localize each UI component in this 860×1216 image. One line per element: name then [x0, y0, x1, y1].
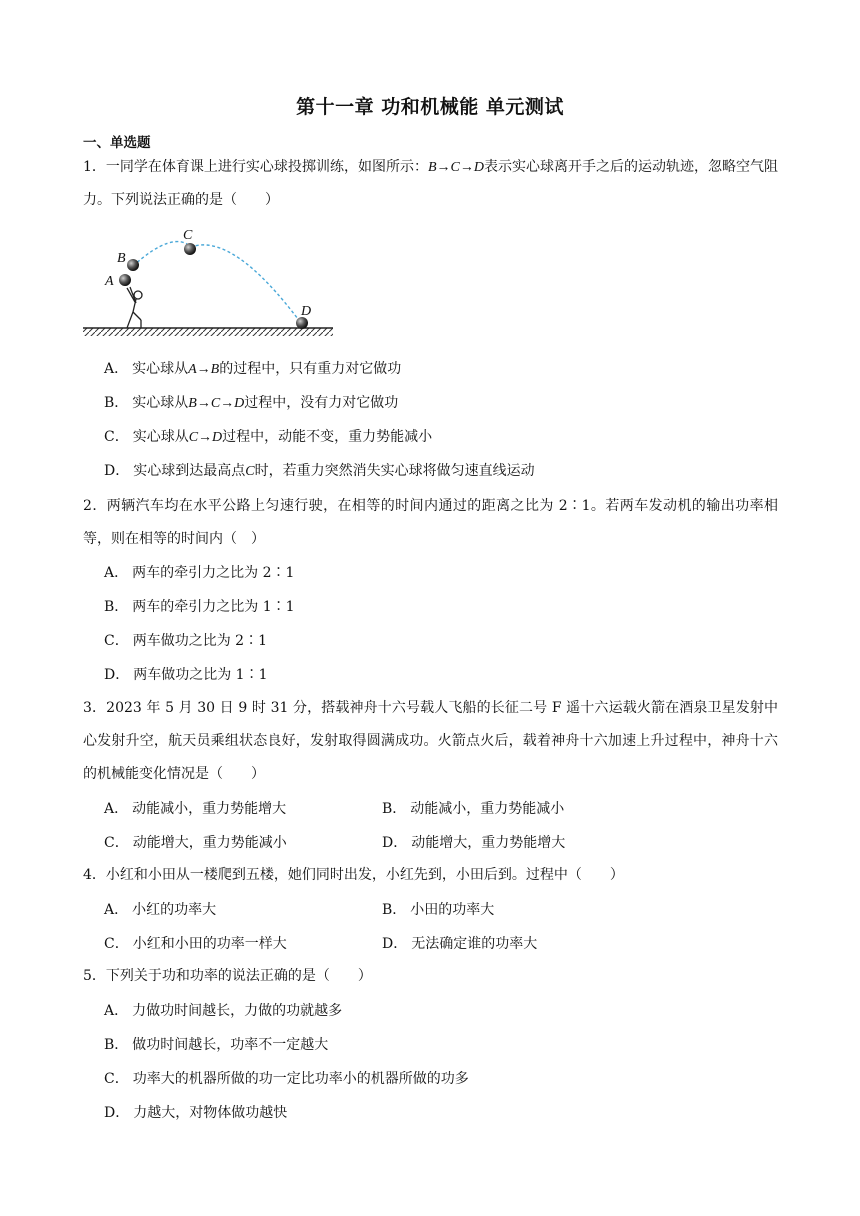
section-heading: 一、单选题 [83, 135, 151, 151]
option-text: 实心球从 [132, 429, 189, 445]
option-variable: C→D [188, 430, 223, 445]
label-a: A [105, 274, 114, 289]
q4-option-b[interactable] [382, 900, 494, 920]
label-d: D [301, 304, 312, 319]
option-label: A． [104, 1003, 129, 1019]
option-text: 两车做功之比为 2∶1 [132, 633, 267, 649]
option-label: B． [104, 395, 129, 411]
option-label: D． [382, 936, 408, 952]
ball-b [127, 259, 139, 271]
label-c: C [183, 228, 193, 243]
option-label: B． [382, 902, 407, 918]
q4-option-c[interactable] [104, 934, 287, 954]
option-label: C． [104, 835, 129, 851]
option-text: 动能增大，重力势能增大 [411, 835, 566, 851]
q5-option-a[interactable] [104, 1001, 342, 1021]
label-b: B [117, 251, 126, 266]
option-text: 动能减小，重力势能减小 [410, 801, 565, 817]
option-variable: A→B [188, 362, 220, 377]
option-text: 的过程中，只有重力对它做功 [219, 361, 402, 377]
option-label: C． [104, 429, 129, 445]
q1-stem-part: 表示实心球离开手之后的运动轨迹，忽略空气阻力。下列说法正确的是（ ） [83, 159, 779, 208]
option-text: 动能增大，重力势能减小 [132, 835, 287, 851]
q1-stem-part: 1．一同学在体育课上进行实心球投掷训练，如图所示： [83, 159, 428, 175]
q3-option-b[interactable] [382, 799, 564, 819]
option-variable: B→C→D [188, 396, 245, 411]
option-text: 功率大的机器所做的功一定比功率小的机器所做的功多 [132, 1071, 469, 1087]
question-1-stem [83, 151, 778, 217]
option-label: D． [382, 835, 408, 851]
option-text: 力越大，对物体做功越快 [133, 1105, 288, 1121]
option-label: B． [104, 599, 129, 615]
option-label: C． [104, 633, 129, 649]
q2-option-c[interactable] [104, 631, 267, 651]
option-text: 动能减小，重力势能增大 [132, 801, 287, 817]
q4-option-a[interactable] [104, 900, 216, 920]
q5-option-d[interactable] [104, 1103, 287, 1123]
q1-option-b[interactable] [104, 393, 398, 414]
question-5-stem: 5．下列关于功和功率的说法正确的是（ ） [83, 968, 372, 984]
option-text: 过程中，动能不变，重力势能减小 [222, 429, 433, 445]
option-text: 小红和小田的功率一样大 [132, 936, 287, 952]
option-text: 时，若重力突然消失实心球将做匀速直线运动 [254, 463, 535, 479]
q5-option-c[interactable] [104, 1069, 469, 1089]
option-text: 小田的功率大 [410, 902, 495, 918]
question-3-stem: 3．2023 年 5 月 30 日 9 时 31 分，搭载神舟十六号载人飞船的长征二号 F 遥十六运载火箭在酒泉卫星发射中心发射升空，航天员乘组状态良好，发射取得圆满成功。火箭点火后，载着神舟十六加速上升过程中，神舟十六的机械能变化情况是（ ） [83, 700, 778, 782]
throw-trajectory-figure [83, 224, 335, 342]
q2-option-a[interactable] [104, 563, 294, 583]
trajectory-curve [133, 242, 301, 323]
option-label: C． [104, 1071, 129, 1087]
option-text: 实心球从 [132, 395, 189, 411]
option-label: A． [104, 565, 129, 581]
option-text: 实心球到达最高点 [133, 463, 246, 479]
q2-option-d[interactable] [104, 665, 268, 685]
page-title: 第十一章 功和机械能 单元测试 [296, 96, 564, 118]
q5-option-b[interactable] [104, 1035, 328, 1055]
q2-option-b[interactable] [104, 597, 295, 617]
option-label: B． [104, 1037, 129, 1053]
q1-option-c[interactable] [104, 427, 432, 448]
q3-option-d[interactable] [382, 833, 565, 853]
q3-option-a[interactable] [104, 799, 286, 819]
option-text: 做功时间越长，功率不一定越大 [132, 1037, 329, 1053]
q1-stem-path: B→C→D [427, 160, 484, 175]
option-text: 小红的功率大 [132, 902, 217, 918]
q3-option-c[interactable] [104, 833, 287, 853]
option-text: 力做功时间越长，力做的功就越多 [132, 1003, 343, 1019]
option-text: 两车的牵引力之比为 1∶1 [132, 599, 295, 615]
ground-hatching [83, 328, 333, 336]
option-label: D． [104, 1105, 130, 1121]
thrower-figure [127, 287, 142, 328]
option-text: 过程中，没有力对它做功 [244, 395, 399, 411]
option-label: A． [104, 361, 129, 377]
option-label: C． [104, 936, 129, 952]
ball-a [119, 274, 131, 286]
option-text: 两车做功之比为 1∶1 [133, 667, 268, 683]
q1-option-a[interactable] [104, 359, 401, 380]
option-label: A． [104, 801, 129, 817]
q4-option-d[interactable] [382, 934, 537, 954]
question-4-stem: 4．小红和小田从一楼爬到五楼，她们同时出发，小红先到，小田后到。过程中（ ） [83, 867, 624, 883]
q1-option-d[interactable] [104, 461, 535, 482]
option-label: B． [382, 801, 407, 817]
ball-c [184, 243, 196, 255]
option-text: 实心球从 [132, 361, 189, 377]
option-text: 无法确定谁的功率大 [411, 936, 538, 952]
option-variable: C [245, 464, 255, 479]
question-2-stem: 2．两辆汽车均在水平公路上匀速行驶，在相等的时间内通过的距离之比为 2∶1。若两车发动机的输出功率相等，则在相等的时间内（ ） [83, 498, 778, 547]
option-label: A． [104, 902, 129, 918]
option-text: 两车的牵引力之比为 2∶1 [132, 565, 295, 581]
option-label: D． [104, 667, 130, 683]
option-label: D． [104, 463, 130, 479]
